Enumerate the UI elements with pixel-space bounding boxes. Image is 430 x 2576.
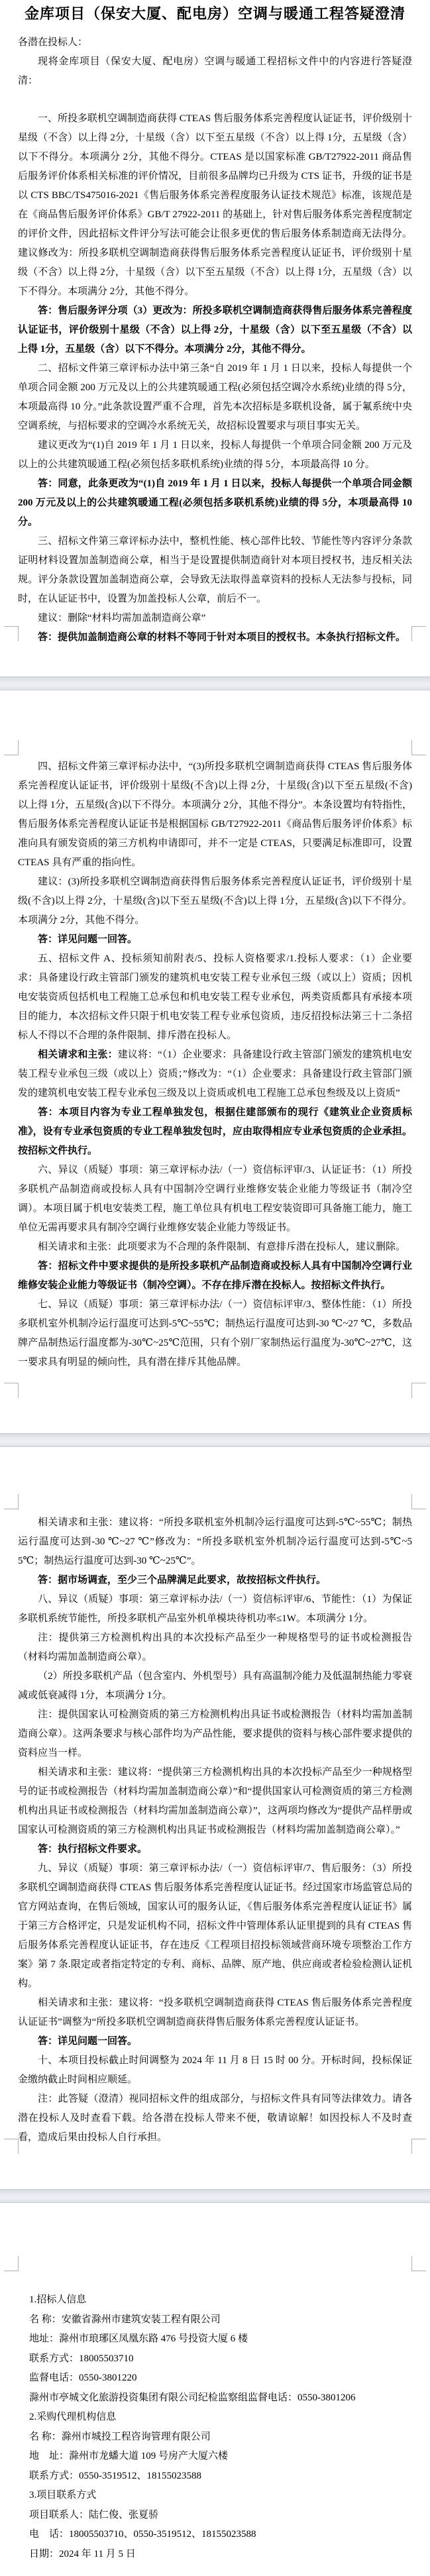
closing-note: 注：此答疑（澄清）视同招标文件的组成部分，与招标文件具有同等法律效力。请各潜在投标人及时查看下载。给各潜在投标人带来不便，敬请谅解！如因投标人不及时查看，造成后果由投标人自行承担。 [18,2094,412,2143]
tenderer-info-heading: 1.招标人信息 [29,2294,87,2305]
page-separator [0,1433,430,1447]
agency-contact: 联系方式：0550-3519512、18155023588 [29,2470,201,2481]
question-2-suggestion: 建议更改为“(1)自 2019 年 1 月 1 日以来，投标人每提供一个单项合同金额 200 万元及以上的公共建筑暖通工程(必须包括多联机系统)业绩的得 5分，本项最高得 10 分。 [18,440,412,470]
question-8-item-2: （2）所投多联机产品（包含室内、外机型号）具有高温制冷能力及低温制热能力零衰减或低衰减得 1分，本项满分 1分。 [18,1671,412,1701]
agency-name: 名 称：滁州市城投工程咨询管理有限公司 [29,2431,211,2442]
question-7-paragraph: 七、异议（质疑）事项：第三章评标办法/（一）资信标评审/3、整体性能：（1）所投多联机室外机制冷运行温度可达到-5℃~55℃；制热运行温度可达到-30 ℃~27 ℃，多数品牌产品制热运行温度都为-30℃~25℃范围，只有个别厂家制热运行温度为-30℃~27℃，这一要求具有明显的倾向性，具有潜在排斥其他品牌。 [18,1299,412,1368]
document-page-1 [0,0,430,676]
crop-mark-top-left [4,2256,19,2271]
salutation: 各潜在投标人： [18,37,88,48]
question-2-paragraph: 二、招标文件第三章评标办法中第三条“自 2019 年 1 月 1 日以来，投标人每提供一个单项合同金额 200 万元及以上的公共建筑暖通工程(必须包括空调冷水系统)业绩的得 5分，本项最高得 10 分。”此条款设置严重不合理，首先本次招标是多联机设备，属于氟系统中央空调系统，与招标要求的空调冷水系统无关，故招标设置要求与项目事实无关。 [18,363,412,431]
document-page-2 [0,690,430,1433]
claim-lead: 相关请求和主张： [38,1049,118,1060]
crop-mark-top-left [4,1494,19,1509]
crop-mark-top-right [411,1494,426,1509]
question-4-paragraph: 四、招标文件第三章评标办法中，“(3)所投多联机空调制造商获得 CTEAS 售后服务体系完善程度认证证书，评价级别十星级(不含)以上得 2分，十星级(含)以下至五星级(不含)以上得 1分，五星级(含)以下不得分。本项满分 2分，其他不得分”。本条设置均有特指性，售后服务体系完善程度认证证书是根据国标 GB/T27922-2011《商品售后服务评价体系》标准向具有颁发资质的第三方机构申请即可，并不一定是 CTEAS，只要满足标准即可，设置 CTEAS 具有严重的指向性。 [18,761,412,868]
project-contact-heading: 3.项目联系方式 [29,2490,97,2500]
agency-address: 地 址：滁州市龙蟠大道 109 号房产大厦六楼 [29,2451,229,2461]
crop-mark-bottom-right [411,626,426,641]
group-supervision-phone: 滁州市亭城文化旅游投资集团有限公司纪检监察组监督电话：0550-3801206 [29,2392,356,2403]
crop-mark-bottom-left [4,2139,19,2154]
question-6-paragraph: 六、异议（质疑）事项：第三章评标办法/（一）资信标评审/3、认证证书：（1）所投多联机产品制造商或投标人具有中国制冷空调行业维修安装企业能力等级证书（制冷空调）。本项目属于机电安装类工程，施工单位具有机电工程安装资即可具备施工能力，施工单位无需再要求具有制冷空调行业维修安装企业能力等级证书。 [18,1165,412,1233]
page-separator [0,2189,430,2203]
question-8-claim: 相关请求和主张：建议将：“提供第三方检测机构出具的本次投标产品至少一种规格型号的证书或检测报告（材料均需加盖制造商公章）”和“提供国家认可检测资质的第三方检测机构出具证书或检测报告（材料均需加盖制造商公章）”，这两项均修改为“提供产品样册或国家认可检测资质的第三方检测机构出具证书或检测报告（材料均需加盖制造商公章）。” [18,1767,412,1835]
project-contact-person: 项目联系人：陆仁俊、张夏骄 [29,2509,159,2520]
crop-mark-top-right [411,2256,426,2271]
crop-mark-bottom-left [4,1383,19,1398]
question-6-claim: 相关请求和主张：此项要求为不合理的条件限制、有意排斥潜在投标人，建议删除。 [38,1242,406,1252]
crop-mark-top-left [4,740,19,755]
page-3-content [0,1447,430,2147]
answer-6-paragraph: 答：招标文件中要求提供的是所投多联机产品制造商或投标人具有中国制冷空调行业维修安装企业能力等级证书（制冷空调）。不存在排斥潜在投标人。按招标文件执行。 [18,1261,412,1291]
page-title: 金库项目（保安大厦、配电房）空调与暖通工程答疑澄清 [24,5,405,22]
answer-5-paragraph: 答：本项目内容为专业工程单独发包，根据住建部颁布的现行《建筑业企业资质标准》，设有专业承包资质的专业工程单独发包时，应由取得相应专业承包资质的企业承担。按招标文件执行。 [18,1107,412,1156]
question-5-claim [18,1046,412,1103]
document-page-4 [0,2203,430,2576]
question-8-paragraph: 八、异议（质疑）事项：第三章评标办法/（一）资信标评审/6、节能性：（1）为保证多联机系统节能性，所投多联机产品室外机单模块待机功率≤1W。本项满分 1分。 [18,1594,412,1624]
answer-3-paragraph: 答：提供加盖制造商公章的材料不等同于针对本项目的授权书。本条执行招标文件。 [38,632,406,643]
crop-mark-bottom-left [4,626,19,641]
supervision-phone: 监督电话：0550-3801220 [29,2373,137,2383]
page-4-content [0,2203,430,2564]
question-4-suggestion: 建议：(3)所投多联机空调制造商获得售后服务体系完善程度认证证书，评价级别十星级(不含)以上得 2分，十星级(含)以下至五星级(不含)以上得 1分，五星级(含)以下不得分。本项满分 2分，其他不得分。 [18,877,412,926]
intro-paragraph: 现将金库项目（保安大厦、配电房）空调与暖通工程招标文件中的内容进行答疑澄清： [18,56,412,86]
page-separator [0,676,430,690]
claim-text: 建议将：“（1）企业要求：具备建设行政主管部门颁发的建筑机电安装工程专业承包三级（或以上）资质；”修改为：“（1）企业要求：具备建设行政主管部门颁发的建筑机电安装工程专业承包三级及以上资质或机电工程施工总承包叁级及以上资质” [18,1049,412,1099]
answer-1-paragraph: 答：售后服务评分项（3）更改为：所投多联机空调制造商获得售后服务体系完善程度认证证书，评价级别十星级（不含）以上得 2分，十星级（含）以下至五星级（不含）以上得 1分，五星级（含）以下不得分。本项满分 2分，其他不得分。 [18,305,412,354]
page-1-content [0,3,430,647]
crop-mark-top-right [411,740,426,755]
document-page-3 [0,1447,430,2189]
item-10-paragraph: 十、本项目投标截止时间调整为 2024 年 11 月 8 日 15 时 00 分。开标时间，投标保证金缴纳截止时间相应顺延。 [18,2055,412,2085]
project-contact-phone: 电 话：18005503710、0550-3519512、18155023588 [29,2529,256,2540]
question-9-paragraph: 九、异议（质疑）事项：第三章评标办法/（一）资信标评审/7、售后服务：（3）所投多联机空调制造商获得 CTEAS 售后服务体系完善程度认证证书。经过国家市场监管总局的官方网站查询，在售后领域，国家认可的服务认证，《售后服务体系完善程度认证证书》属于第三方合格评定，只是发证机构不同，招标文件中管理体系认证里提到的具有 CTEAS 售后服务体系完善程度认证证书，存在违反《工程项目招投标领域营商环境专项整治工作方案》第 7 条.限定或者指定特定的专利、商标、品牌、原产地、供应商或者检验检测认证机构。 [18,1863,413,1989]
answer-2-paragraph: 答：同意，此条更改为“(1)自 2019 年 1 月 1 日以来，投标人每提供一个单项合同金额 200 万元及以上的公共建筑暖通工程(必须包括多联机系统)业绩的得 5分，本项最高得 10 分。 [18,478,412,527]
tenderer-contact: 联系方式：18005503710 [29,2353,134,2364]
answer-8-paragraph: 答：执行招标文件要求。 [38,1844,148,1854]
question-8-note-2: 注：提供国家认可检测资质的第三方检测机构出具证书或检测报告（材料均需加盖制造商公章）。这两条要求与核心部件均为产品性能，要求提供的资料与核心部件要求提供的资料应当一样。 [18,1709,412,1758]
crop-mark-bottom-right [411,1383,426,1398]
question-3-paragraph: 三、招标文件第三章评标办法中，整机性能、核心部件比较、节能性等内容评分条款证明材料设置加盖制造商公章，相当于是设置提供制造商针对本项目授权书，违反相关法规。评分条款设置加盖制造商公章，会导致无法取得盖章资料的投标人无法参与投标，同时，在认证证书中，设置为加盖投标人公章，前后不一。 [18,536,412,604]
answer-4-paragraph: 答：详见问题一回答。 [38,934,138,945]
answer-7-paragraph: 答：据市场调查，至少三个品牌满足此要求，故按招标文件执行。 [38,1575,327,1585]
agency-info-heading: 2.采购代理机构信息 [29,2412,117,2422]
question-3-suggestion: 建议：删除“材料均需加盖制造商公章” [38,613,206,623]
question-8-note-1: 注：提供第三方检测机构出具的本次投标产品至少一种规格型号的证书或检测报告（材料均需加盖制造商公章）。 [18,1633,412,1662]
question-5-paragraph: 五、招标文件 A、投标须知前附表/5、投标人资格要求/1.投标人要求：（1）企业要求：具备建设行政主管部门颁发的建筑机电安装工程专业承包三级（或以上）资质；因机电安装资质包括机电工程施工总承包和机电安装工程专业承包，两类资质都具有承接本项目的能力，本次招标文件只限于机电安装工程专业承包资质，违反招投标法第三十二条招标人不得以不合理的条件限制、排斥潜在投标人。 [18,953,412,1041]
question-1-paragraph: 一、所投多联机空调制造商获得 CTEAS 售后服务体系完善程度认证证书，评价级别十星级（不含）以上得 2分，十星级（含）以下至五星级（不含）以上得 1分，五星级（含）以下不得分。本项满分 2分，其他不得分。CTEAS 是以国家标准 GB/T27922-2011 商品售后服务评价体系相关标准的评价情况，目前很多品牌均已升级为 CTS 证书，升级的证书是以 CTS BBC/TS475016-2021《售后服务体系完善程度服务认证技术规范》标准，该规范是在《商品售后服务评价体系》GB/T 27922-2011 的基础上，针对售后服务体系完善程度制定的评价文件，因此招标文件评分写法可能会让很多更优的售后服务体系制造商无法得分。建议修改为：所投多联机空调制造商获得售后服务体系完善程度认证证书，评价级别十星级（不含）以上得 2分，十星级（含）以下至五星级（不含）以上得 1分，五星级（含）以下不得分。本项满分 2分，其他不得分。 [18,113,413,297]
page-2-content [0,690,430,1372]
question-9-claim: 相关请求和主张：建议将：“投多联机空调制造商获得 CTEAS 售后服务体系完善程度认证证书”调整为“所投多联机空调制造商获得售后服务体系完善程度认证证书。 [18,1998,412,2027]
tenderer-name: 名 称：安徽省滁州市建筑安装工程有限公司 [29,2314,221,2325]
crop-mark-bottom-right [411,2139,426,2154]
document-date: 日期：2024 年 11 月 5 日 [29,2548,136,2559]
question-7-claim: 相关请求和主张：建议将：“所投多联机室外机制冷运行温度可达到-5℃~55℃；制热运行温度可达到-30 ℃~27 ℃”修改为：“所投多联机室外机制冷运行温度可达到-5℃~55℃；制热运行温度可达到-30 ℃~25℃”。 [18,1517,412,1566]
answer-9-paragraph: 答：详见问题一回答。 [38,2036,138,2047]
tenderer-address: 地址：滁州市琅琊区凤凰东路 476 号投资大厦 6 楼 [29,2334,248,2344]
